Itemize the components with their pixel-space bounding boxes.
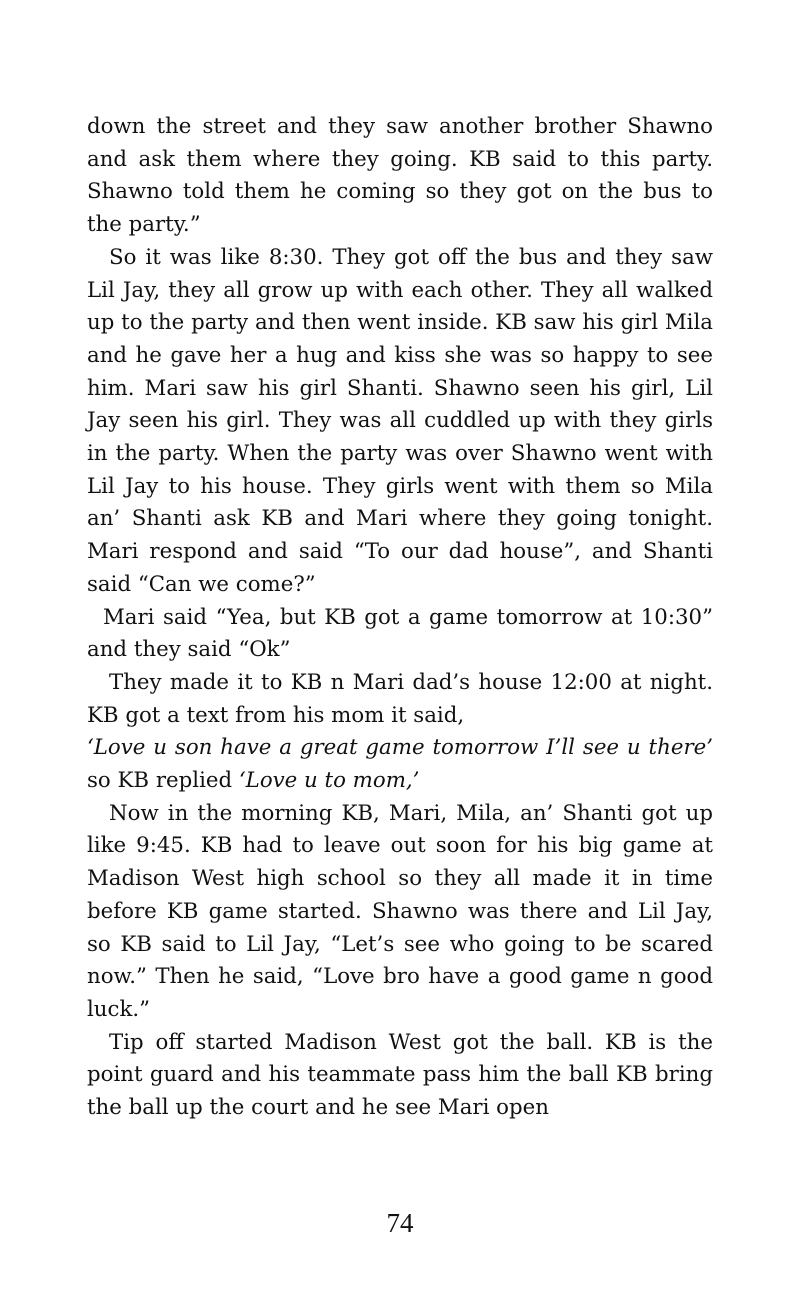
text-message-italic: ‘Love u son have a great game tomorrow I’ll see u there’ bbox=[87, 735, 713, 761]
paragraph-5-text-message bbox=[87, 732, 713, 797]
paragraph-4: They made it to KB n Mari dad’s house 12:00 at night. KB got a text from his mom it said, bbox=[87, 669, 713, 728]
page-number: 74 bbox=[386, 1208, 414, 1238]
paragraph-7: Tip off started Madison West got the ball. KB is the point guard and his teammate pass him the ball KB bring the ball up the court and he see Mari open bbox=[87, 1029, 713, 1121]
paragraph-6: Now in the morning KB, Mari, Mila, an’ Shanti got up like 9:45. KB had to leave out soon for his big game at Madison West high school so they all made it in time before KB game started. Shawno was there and Lil Jay, so KB said to Lil Jay, “Let’s see who going to be scared now.” Then he said, “Love bro have a good game n good luck.” bbox=[87, 800, 713, 1022]
paragraph-2: So it was like 8:30. They got off the bus and they saw Lil Jay, they all grow up with each other. They all walked up to the party and then went inside. KB saw his girl Mila and he gave her a hug and kiss she was so happy to see him. Mari saw his girl Shanti. Shawno seen his girl, Lil Jay seen his girl. They was all cuddled up with they girls in the party. When the party was over Shawno went with Lil Jay to his house. They girls went with them so Mila an’ Shanti ask KB and Mari where they going tonight. Mari respond and said “To our dad house”, and Shanti said “Can we come?” bbox=[87, 244, 713, 597]
paragraph-1: down the street and they saw another brother Shawno and ask them where they going. KB said to this party. Shawno told them he coming so they got on the bus to the party.” bbox=[87, 114, 713, 238]
paragraph-3: Mari said “Yea, but KB got a game tomorrow at 10:30” and they said “Ok” bbox=[87, 604, 713, 663]
reply-italic: ‘Love u to mom,’ bbox=[238, 768, 420, 794]
text-message-plain: so KB replied bbox=[87, 768, 239, 794]
page-body bbox=[87, 111, 713, 1125]
